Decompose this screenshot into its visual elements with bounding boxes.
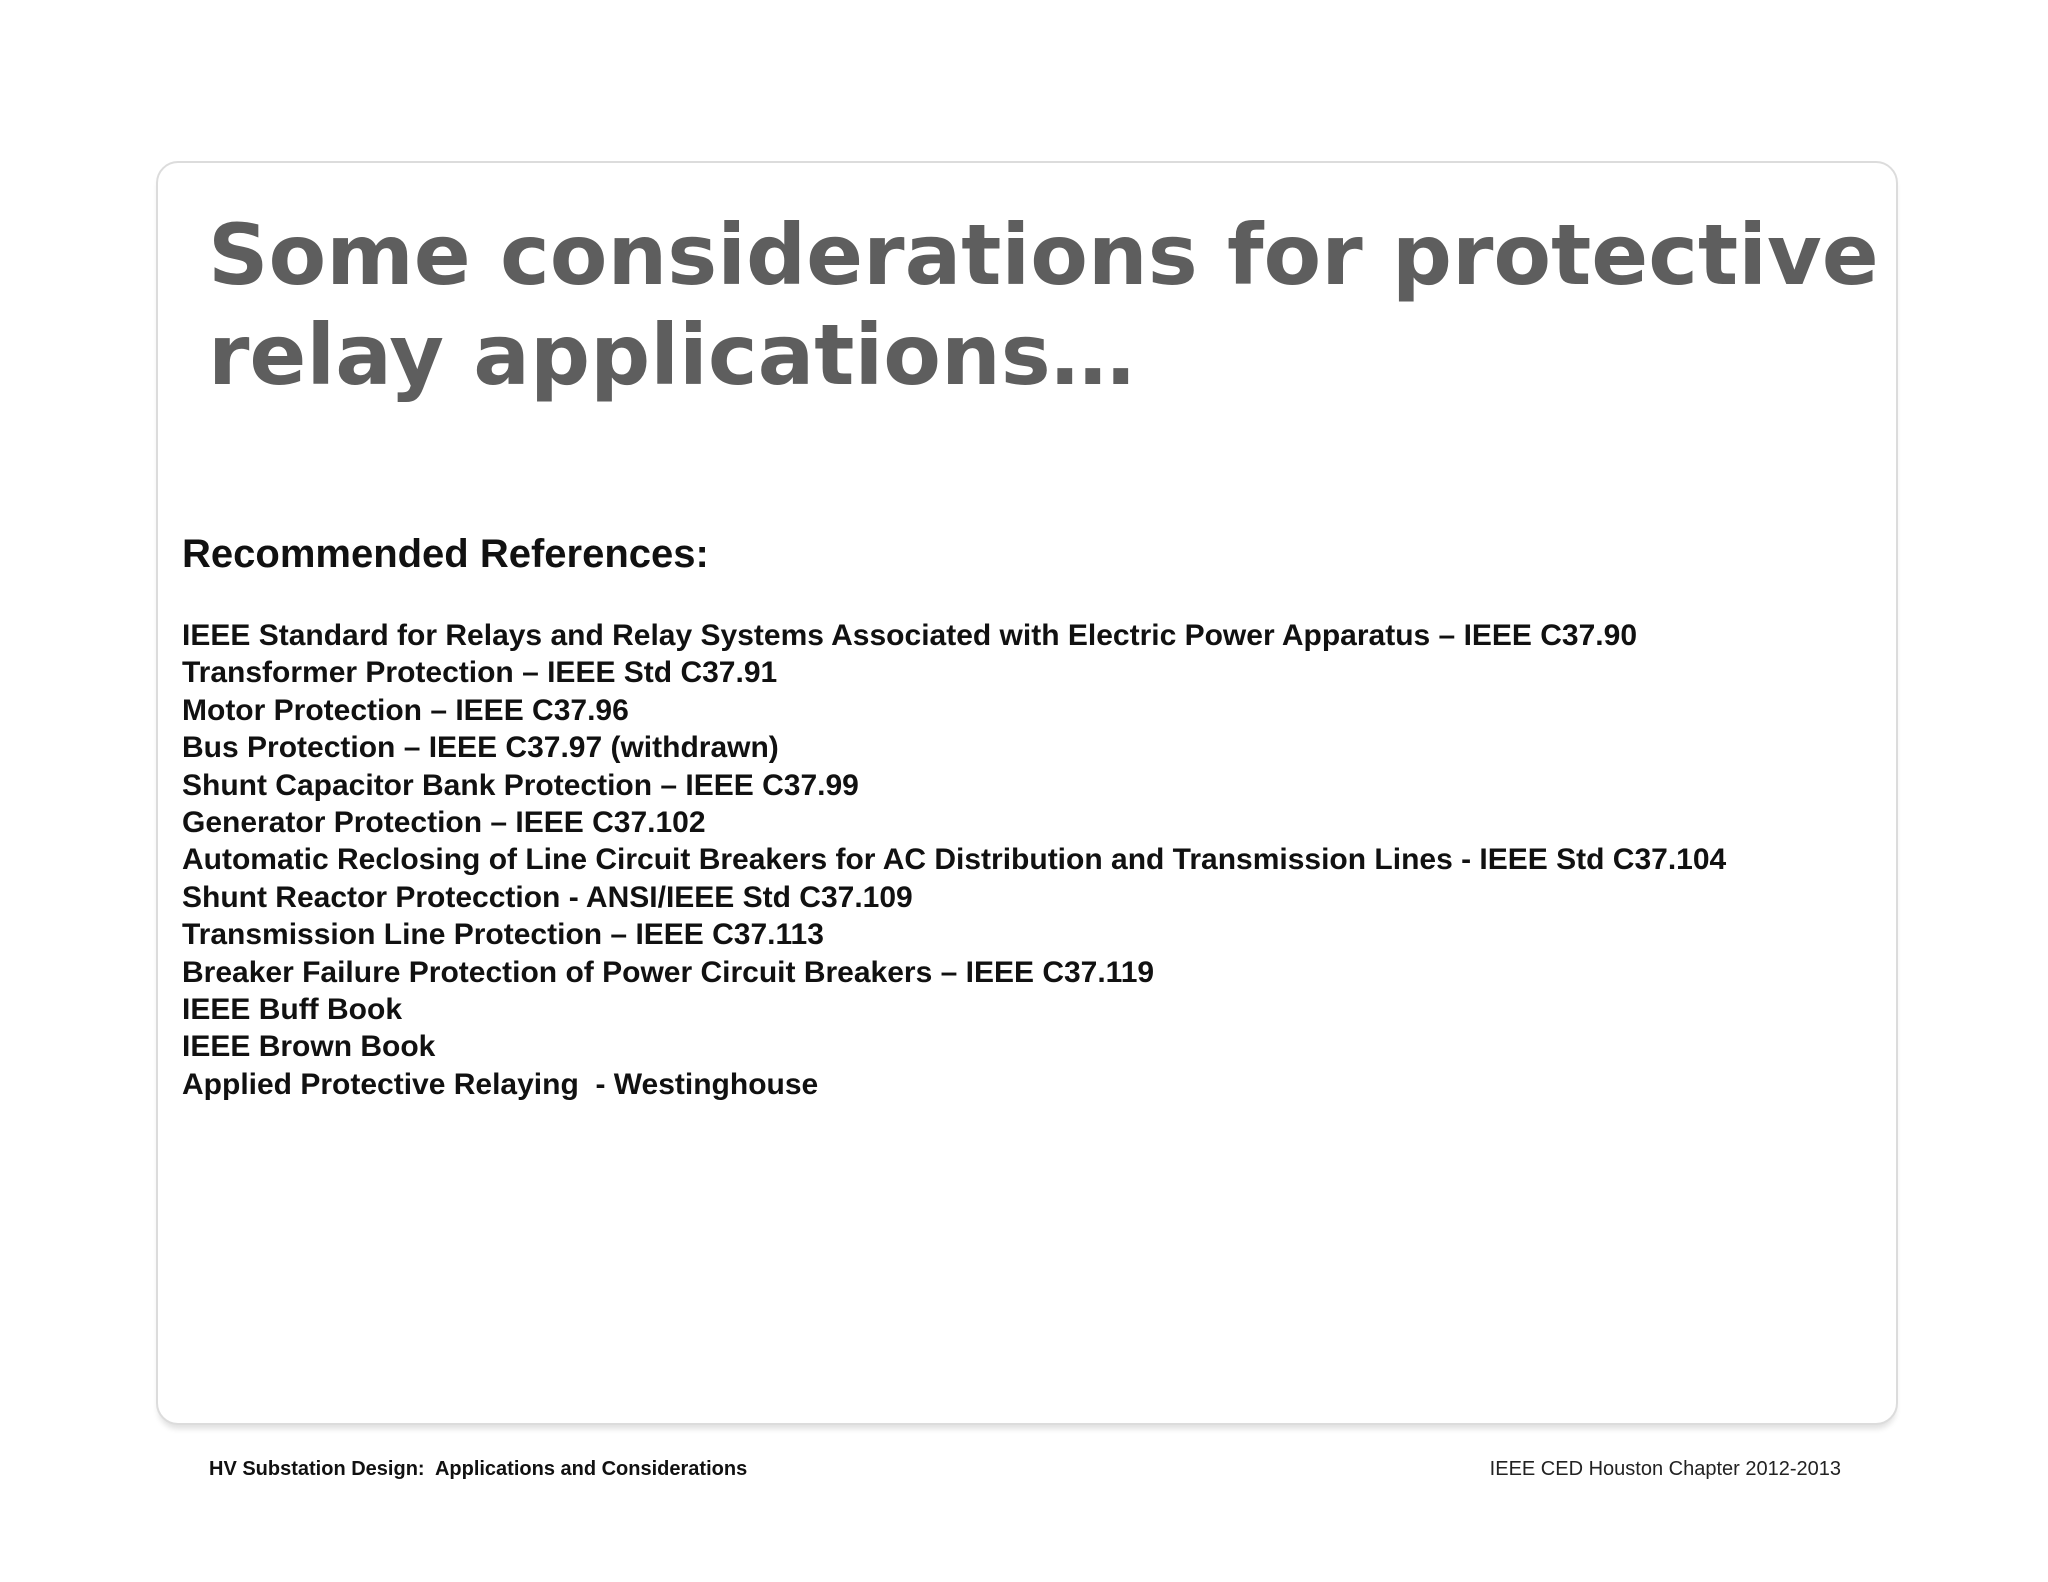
reference-list <box>182 617 1726 1103</box>
reference-item: IEEE Buff Book <box>182 993 403 1027</box>
reference-item: Breaker Failure Protection of Power Circuit Breakers – IEEE C37.119 <box>182 955 1155 989</box>
reference-item: Shunt Capacitor Bank Protection – IEEE C37.99 <box>182 768 859 802</box>
reference-item: Transmission Line Protection – IEEE C37.113 <box>182 918 824 952</box>
section-heading: Recommended References: <box>182 532 709 576</box>
reference-item: IEEE Brown Book <box>182 1030 436 1064</box>
reference-item: Generator Protection – IEEE C37.102 <box>182 806 706 840</box>
reference-item: Bus Protection – IEEE C37.97 (withdrawn) <box>182 731 779 765</box>
reference-item: Applied Protective Relaying - Westinghouse <box>182 1067 819 1101</box>
footer-presentation-title: HV Substation Design: Applications and Considerations <box>209 1458 748 1480</box>
slide-title: Some considerations for protective relay applications… <box>208 206 1879 404</box>
reference-item: Motor Protection – IEEE C37.96 <box>182 693 629 727</box>
footer-organization: IEEE CED Houston Chapter 2012-2013 <box>1489 1458 1841 1480</box>
reference-item: IEEE Standard for Relays and Relay Systems Associated with Electric Power Apparatus – IEEE C37.90 <box>182 619 1637 652</box>
reference-item: Shunt Reactor Protecction - ANSI/IEEE Std C37.109 <box>182 880 913 914</box>
reference-item: Transformer Protection – IEEE Std C37.91 <box>182 656 778 690</box>
reference-item: Automatic Reclosing of Line Circuit Breakers for AC Distribution and Transmission Lines - IEEE Std C37.104 <box>182 843 1727 877</box>
